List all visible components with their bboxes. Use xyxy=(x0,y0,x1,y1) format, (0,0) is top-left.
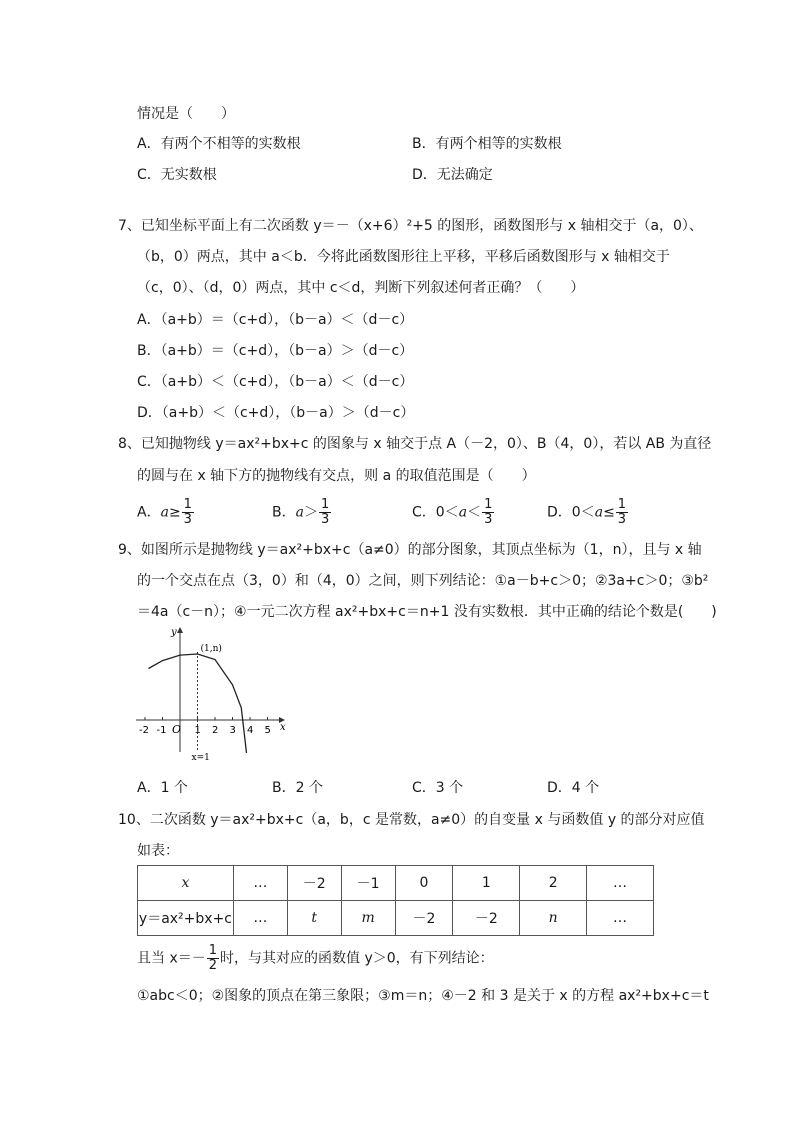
table-row xyxy=(138,901,654,936)
origin-label: O xyxy=(172,723,182,736)
q8-b-fraction xyxy=(319,498,331,527)
q8-line-2: 的圆与在 x 轴下方的抛物线有交点，则 a 的取值范围是（ ） xyxy=(137,468,536,484)
table-cell: y＝ax²+bx+c xyxy=(138,901,234,936)
q10-cond-pre: 且当 x＝－ xyxy=(137,950,206,967)
q8-b-num: 1 xyxy=(320,497,330,512)
q8-a-var: a xyxy=(160,504,169,521)
table-cell: 0 xyxy=(395,866,453,901)
q6-tail: 情况是（ ） xyxy=(137,106,235,122)
q8-c-var: a xyxy=(458,504,468,521)
q8-option-d xyxy=(547,498,629,527)
q10-cond-num: 1 xyxy=(208,943,218,958)
table-cell: t xyxy=(287,901,341,936)
q8-d-fraction xyxy=(616,498,628,527)
table-cell: －1 xyxy=(341,866,395,901)
table-cell: 2 xyxy=(520,866,587,901)
q8-a-den: 3 xyxy=(183,512,192,527)
table-cell: … xyxy=(587,901,654,936)
q8-b-var: a xyxy=(295,504,304,521)
q8-c-fraction xyxy=(482,498,494,527)
q7-option-a: A．（a+b）＝（c+d），（b－a）＜（d－c） xyxy=(137,312,414,328)
x-tick-label: -2 xyxy=(139,725,149,736)
q8-option-b xyxy=(272,498,332,527)
table-cell: m xyxy=(341,901,395,936)
q8-line-1: 8、已知抛物线 y＝ax²+bx+c 的图象与 x 轴交于点 A（－2，0）、B（4，0），若以 AB 为直径 xyxy=(118,436,712,452)
table-cell: －2 xyxy=(453,901,520,936)
q10-cond-fraction xyxy=(207,944,219,973)
table-cell: … xyxy=(587,866,654,901)
q8-c-prefix: C． xyxy=(412,504,436,521)
q7-option-b: B．（a+b）＝（c+d），（b－a）＞（d－c） xyxy=(137,343,414,359)
q8-d-lead: 0＜ xyxy=(571,504,595,521)
q7-line-3: （c，0）、（d，0）两点，其中 c＜d，判断下列叙述何者正确？（ ） xyxy=(137,280,585,296)
q7-line-1: 7、已知坐标平面上有二次函数 y＝－（x+6）²+5 的图形，函数图形与 x 轴相交于（a，0）、 xyxy=(118,218,703,234)
q8-d-rel: ≤ xyxy=(603,504,615,521)
table-row xyxy=(138,866,654,901)
vertex-label: (1,n) xyxy=(200,644,222,654)
value-table xyxy=(137,865,654,936)
q8-option-a xyxy=(137,498,195,527)
q10-line-1: 10、二次函数 y＝ax²+bx+c（a，b，c 是常数，a≠0）的自变量 x 与函数值 y 的部分对应值 xyxy=(118,812,705,828)
x-tick-label: 3 xyxy=(229,725,236,736)
q8-d-prefix: D． xyxy=(547,504,572,521)
q10-cond-den: 2 xyxy=(208,958,218,973)
q8-option-c xyxy=(412,498,495,527)
q8-c-lead: 0＜ xyxy=(435,504,459,521)
q9-line-1: 9、如图所示是抛物线 y＝ax²+bx+c（a≠0）的部分图象，其顶点坐标为（1，n），且与 x 轴 xyxy=(118,542,702,558)
q8-c-rel: ＜ xyxy=(467,504,482,521)
q8-c-num: 1 xyxy=(484,497,493,512)
q7-option-d: D．（a+b）＜（c+d），（b－a）＞（d－c） xyxy=(137,405,415,421)
q10-line-2: 如表： xyxy=(137,843,179,859)
q7-line-2: （b，0）两点，其中 a＜b．今将此函数图形往上平移，平移后函数图形与 x 轴相交于 xyxy=(137,249,670,265)
table-cell: n xyxy=(520,901,587,936)
q9-option-d: D．4 个 xyxy=(547,780,600,796)
q8-d-num: 1 xyxy=(617,497,627,512)
q10-cond-post: 时，与其对应的函数值 y＞0，有下列结论： xyxy=(220,950,494,967)
q10-condition xyxy=(137,944,494,973)
table-cell: x xyxy=(138,866,234,901)
q9-option-a: A．1 个 xyxy=(137,780,188,796)
x-tick-label: 2 xyxy=(212,725,219,736)
x-tick-label: -1 xyxy=(156,725,167,736)
q8-a-prefix: A． xyxy=(137,504,161,521)
x-axis-label: x xyxy=(280,722,286,733)
y-axis-label: y xyxy=(171,627,177,638)
q9-line-3: ＝4a（c－n）；④一元二次方程 ax²+bx+c＝n+1 没有实数根．其中正确的结论个数是( ) xyxy=(137,604,717,620)
table-cell: 1 xyxy=(453,866,520,901)
q6-option-d: D．无法确定 xyxy=(412,167,493,183)
q9-line-2: 的一个交点在点（3，0）和（4，0）之间，则下列结论：①a－b+c＞0；②3a+c＞0；③b² xyxy=(137,573,709,589)
x-tick-label: 1 xyxy=(194,725,201,736)
q6-option-b: B．有两个相等的实数根 xyxy=(412,136,562,152)
table-cell: … xyxy=(233,901,287,936)
q8-b-den: 3 xyxy=(320,512,330,527)
q9-option-b: B．2 个 xyxy=(272,780,323,796)
q8-b-prefix: B． xyxy=(272,504,296,521)
table-cell: －2 xyxy=(287,866,341,901)
q9-option-c: C．3 个 xyxy=(412,780,464,796)
q9-graph xyxy=(130,622,295,767)
q6-option-a: A．有两个不相等的实数根 xyxy=(137,136,301,152)
q8-b-rel: ＞ xyxy=(303,504,318,521)
table-cell: －2 xyxy=(395,901,453,936)
symmetry-axis-label: x=1 xyxy=(191,753,210,763)
q10-last-line: ①abc＜0；②图象的顶点在第三象限；③m＝n；④－2 和 3 是关于 x 的方程 ax²+bx+c＝t xyxy=(137,988,709,1004)
q8-d-den: 3 xyxy=(617,512,627,527)
table-cell: … xyxy=(233,866,287,901)
q8-d-var: a xyxy=(594,504,604,521)
q8-a-num: 1 xyxy=(183,497,192,512)
x-tick-label: 5 xyxy=(264,725,271,736)
x-tick-label: 4 xyxy=(247,725,254,736)
q7-option-c: C．（a+b）＜（c+d），（b－a）＜（d－c） xyxy=(137,374,414,390)
q8-a-fraction xyxy=(182,498,194,527)
q6-option-c: C．无实数根 xyxy=(137,167,217,183)
q8-c-den: 3 xyxy=(484,512,493,527)
q8-a-rel: ≥ xyxy=(168,504,181,521)
